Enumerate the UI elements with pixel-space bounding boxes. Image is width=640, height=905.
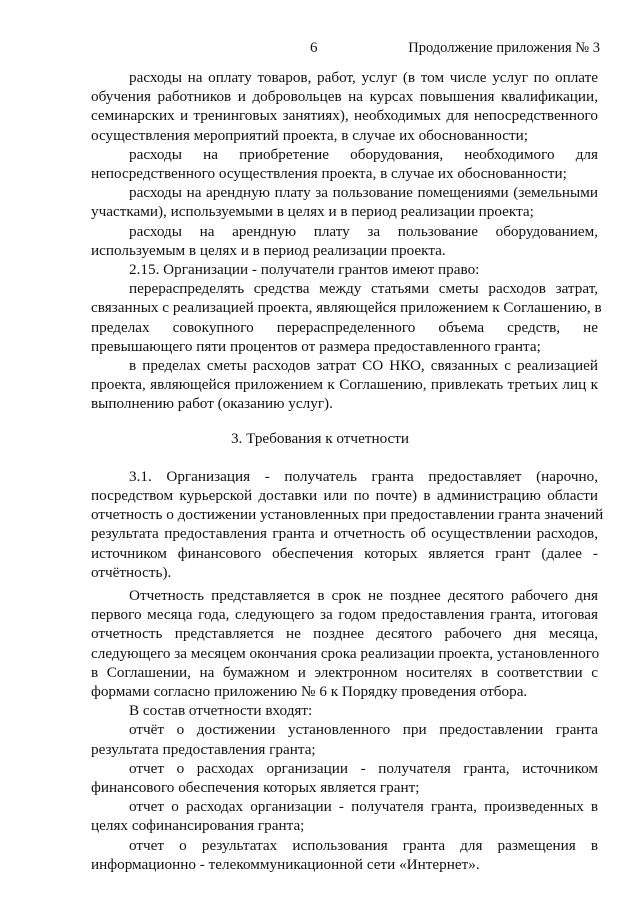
text-line: проекта, являющейся приложением к Соглашению, привлекать третьих лиц к [91, 376, 598, 394]
text-line: отчет о расходах организации - получателя гранта, произведенных в [129, 798, 598, 816]
text-line: следующего за месяцем окончания срока реализации проекта, установленного [91, 644, 600, 662]
text-line: в Соглашении, на бумажном и электронном носителях в соответствии с [91, 663, 598, 681]
text-line: 3.1. Организация - получатель гранта предоставляет (нарочно, [129, 467, 598, 485]
text-line: превышающего пяти процентов от размера предоставленного гранта; [91, 337, 541, 355]
text-line: финансового обеспечения которых является грант; [91, 779, 420, 796]
text-line: участками), используемыми в целях и в период реализации проекта; [91, 203, 534, 221]
text-line: источником финансового обеспечения которых является грант (далее - [91, 544, 598, 562]
text-line: расходы на арендную плату за пользование помещениями (земельными [129, 184, 598, 202]
text-line: 2.15. Организации - получатели грантов имеют право: [129, 261, 480, 278]
page-number: 6 [310, 40, 318, 56]
text-line: информационно - телекоммуникационной сети «Интернет». [91, 855, 480, 873]
text-line: непосредственного осуществления проекта, в случае их обоснованности; [91, 165, 567, 182]
text-line: обучения работников и добровольцев на курсах повышения квалификации, [91, 88, 598, 106]
text-line: Отчетность представляется в срок не позднее десятого рабочего дня [129, 587, 598, 604]
text-line: отчетность о достижении установленных при предоставлении гранта значений [91, 506, 604, 524]
text-line: отчетность представляется не позднее десятого рабочего дня месяца, [91, 625, 598, 643]
text-line: выполнению работ (оказанию услуг). [91, 395, 333, 413]
text-line: отчет о результатах использования гранта для размещения в [129, 836, 598, 854]
text-line: отчётность). [91, 563, 172, 581]
text-line: первого месяца года, следующего за годом предоставления гранта, итоговая [91, 606, 598, 624]
text-line: посредством курьерской доставки или по почте) в администрацию области [91, 487, 598, 504]
text-line: результата предоставления гранта и отчетность об осуществлении расходов, [91, 525, 598, 543]
text-line: расходы на арендную плату за пользование оборудованием, [129, 222, 598, 240]
running-title: Продолжение приложения № 3 [408, 40, 600, 56]
text-line: используемым в целях и в период реализации проекта. [91, 241, 446, 259]
text-line: перераспределять средства между статьями сметы расходов затрат, [129, 280, 598, 298]
text-line: пределах совокупного перераспределенного объема средств, не [91, 318, 598, 336]
text-line: отчет о расходах организации - получателя гранта, источником [129, 759, 598, 777]
text-line: в пределах сметы расходов затрат СО НКО, связанных с реализацией [129, 357, 598, 374]
text-line: расходы на оплату товаров, работ, услуг (в том числе услуг по оплате [129, 69, 598, 86]
text-line: В состав отчетности входят: [129, 702, 313, 720]
text-line: отчёт о достижении установленного при предоставлении гранта [129, 721, 598, 739]
text-line: расходы на приобретение оборудования, необходимого для [129, 145, 598, 163]
text-line: целях софинансирования гранта; [91, 817, 305, 835]
text-line: результата предоставления гранта; [91, 740, 316, 758]
text-line: связанных с реализацией проекта, являющейся приложением к Соглашению, в [91, 299, 602, 317]
text-line: формами согласно приложению № 6 к Порядку проведения отбора. [91, 683, 528, 700]
text-line: осуществления мероприятий проекта, в случае их обоснованности; [91, 126, 529, 144]
text-line: семинарских и тренинговых занятиях), необходимых для непосредственного [91, 107, 598, 125]
section-heading: 3. Требования к отчетности [230, 429, 410, 447]
